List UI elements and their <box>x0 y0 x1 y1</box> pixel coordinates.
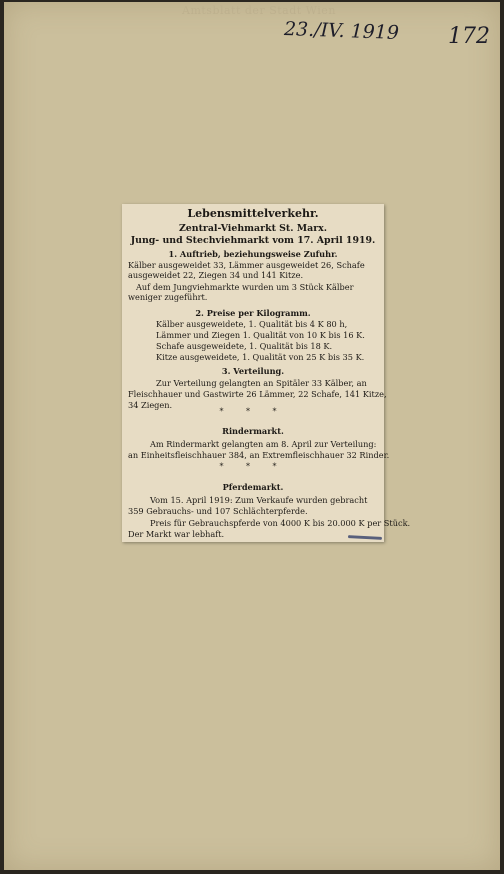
newspaper-clipping <box>122 204 411 542</box>
pferdemarkt-line: 359 Gebrauchs- und 107 Schlächterpferde. <box>128 506 308 516</box>
section-2-line: Kitze ausgeweidete, 1. Qualität von 25 K bis 35 K. <box>156 352 365 362</box>
separator-stars: * * * <box>219 407 287 416</box>
section-3-line: Zur Verteilung gelangten an Spitäler 33 Kälber, an <box>156 378 367 388</box>
section-1-line: Auf dem Jungviehmarkte wurden um 3 Stück Kälber <box>136 282 354 292</box>
market-heading: Zentral-Viehmarkt St. Marx. <box>178 223 328 234</box>
section-1-line: weniger zugeführt. <box>128 292 208 302</box>
section-1-line: ausgeweidet 22, Ziegen 34 und 141 Kitze. <box>128 270 304 280</box>
section-2-line: Kälber ausgeweidete, 1. Qualität bis 4 K 80 h, <box>156 319 348 329</box>
market-subtitle: Jung- und Stechviehmarkt vom 17. April 1919. <box>130 235 376 246</box>
ink-underline-mark <box>348 535 382 540</box>
pferdemarkt-line: Preis für Gebrauchspferde von 4000 K bis 20.000 K per Stück. <box>150 518 411 528</box>
rindermarkt-line: Am Rindermarkt gelangten am 8. April zur Verteilung: <box>150 439 377 449</box>
section-1-heading: 1. Auftrieb, beziehungsweise Zufuhr. <box>168 249 338 259</box>
rindermarkt-line: an Einheitsfleischhauer 384, an Extremfleischhauer 32 Rinder. <box>128 450 390 460</box>
rindermarkt-heading: Rindermarkt. <box>222 426 284 436</box>
pferdemarkt-line: Vom 15. April 1919: Zum Verkaufe wurden gebracht <box>150 495 368 505</box>
pferdemarkt-heading: Pferdemarkt. <box>222 482 284 492</box>
section-3-line: Fleischhauer und Gastwirte 26 Lämmer, 22 Schafe, 141 Kitze, <box>128 389 387 399</box>
section-2-line: Lämmer und Ziegen 1. Qualität von 10 K bis 16 K. <box>156 330 365 340</box>
section-1-line: Kälber ausgeweidet 33, Lämmer ausgeweidet 26, Schafe <box>128 260 365 270</box>
section-2-heading: 2. Preise per Kilogramm. <box>195 308 311 318</box>
pferdemarkt-line: Der Markt war lebhaft. <box>128 529 225 539</box>
separator-stars: * * * <box>219 462 287 471</box>
faded-stamp: Amtsblatt der Stadt Wien <box>182 4 336 17</box>
clipping-title: Lebensmittelverkehr. <box>187 207 319 220</box>
handwritten-date: 23./IV. 1919 <box>283 18 400 44</box>
section-3-heading: 3. Verteilung. <box>221 366 285 376</box>
section-3-line: 34 Ziegen. <box>128 400 173 410</box>
section-2-line: Schafe ausgeweidete, 1. Qualität bis 18 K. <box>156 341 333 351</box>
folio-number: 172 <box>448 24 490 49</box>
